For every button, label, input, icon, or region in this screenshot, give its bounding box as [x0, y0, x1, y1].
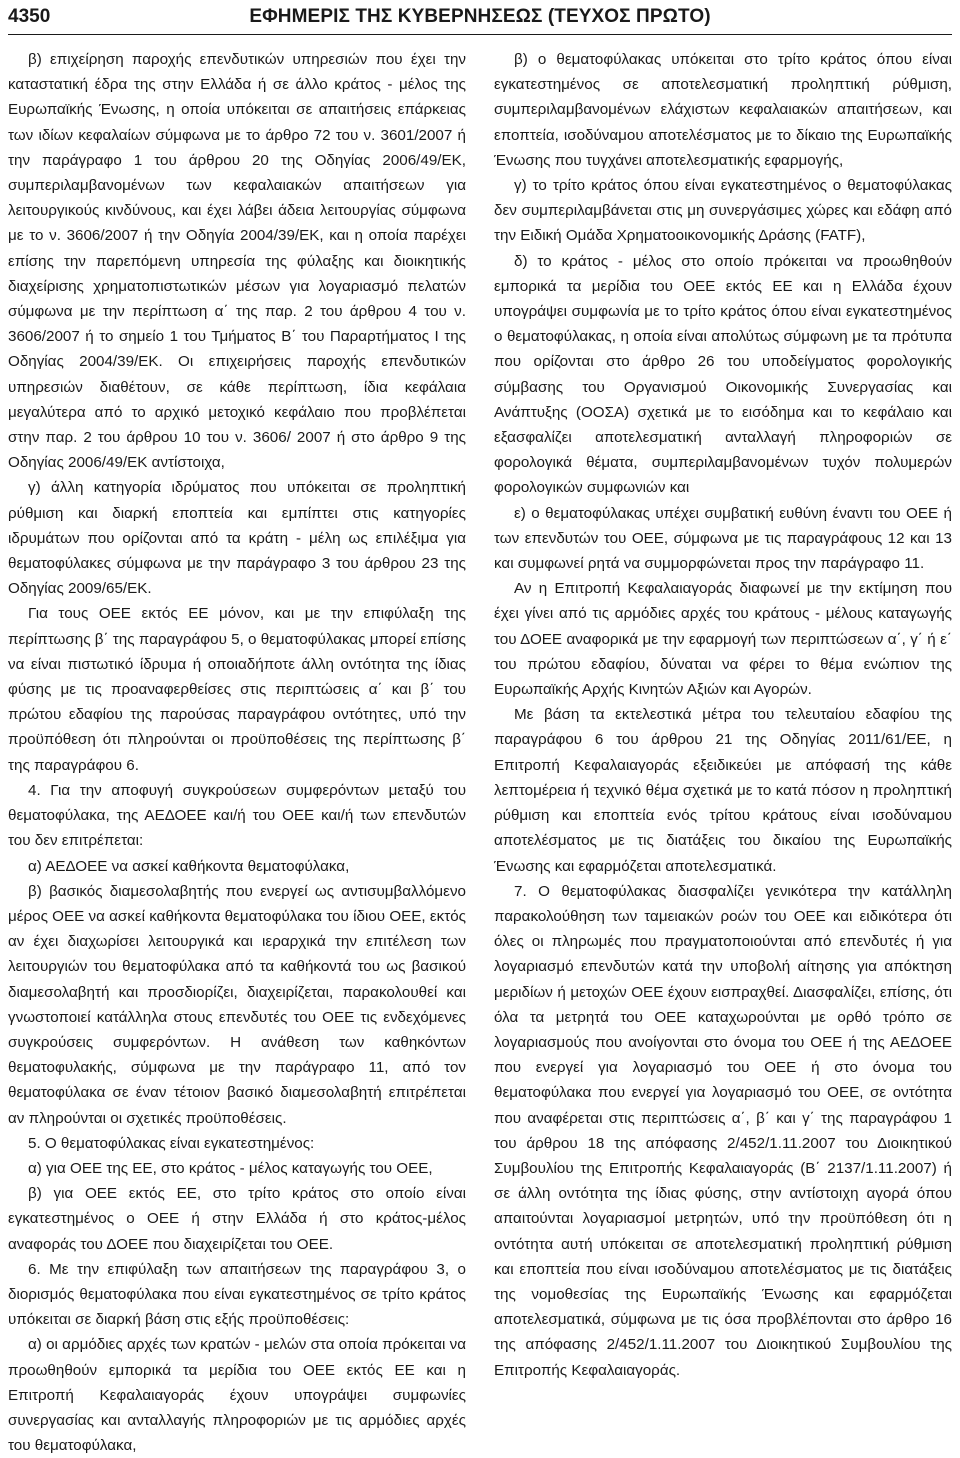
paragraph: 6. Με την επιφύλαξη των απαιτήσεων της παραγράφου 3, ο διορισμός θεματοφύλακα που είναι εγκατεστημένος σε τρίτο κράτος υπόκειται σε διαρκή βάση στις εξής προϋποθέσεις:: [8, 1260, 466, 1329]
paragraph: Για τους ΟΕΕ εκτός ΕΕ μόνον, και με την επιφύλαξη της περίπτωσης β΄ της παραγράφου 5, ο θεματοφύλακας μπορεί επίσης να είναι πιστωτικό ίδρυμα ή οποιαδήποτε άλλη οντότητα της ίδιας φύσης με τις προαναφερθείσες στις περιπτώσεις α΄ και β΄ του πρώτου εδαφίου της παρούσας παραγράφου οντότητες, υπό την προϋπόθεση ότι πληρούνται οι προϋποθέσεις της περίπτωσης β΄ της παραγράφου 6.: [8, 605, 466, 774]
paragraph: β) βασικός διαμεσολαβητής που ενεργεί ως αντισυμβαλλόμενο μέρος ΟΕΕ να ασκεί καθήκοντα θεματοφύλακα του ίδιου ΟΕΕ, εκτός αν έχει διαχωρίσει λειτουργικά και ιεραρχικά την επιτέλεση των λειτουργιών του θεματοφύλακα από τα καθήκοντά του ως βασικού διαμεσολαβητή και προσδιορίζει, διαχειρίζεται, παρακολουθεί και γνωστοποιεί κατάλληλα στους επενδυτές του ΟΕΕ τις ενδεχόμενες συγκρούσεις συμφερόντων. Η ανάθεση των καθηκόντων θεματοφυλακής, σύμφωνα με την παράγραφο 11, από τον θεματοφύλακα σε έναν τέτοιον βασικό διαμεσολαβητή επιτρέπεται αν πληρούνται οι σχετικές προϋποθέσεις.: [8, 882, 466, 1127]
paragraph: 4. Για την αποφυγή συγκρούσεων συμφερόντων μεταξύ του θεματοφύλακα, της ΑΕΔΟΕΕ και/ή του ΟΕΕ και/ή των επενδυτών του δεν επιτρέπεται:: [8, 781, 466, 850]
page-header: [8, 0, 952, 34]
paragraph: 5. Ο θεματοφύλακας είναι εγκατεστημένος:: [28, 1134, 315, 1152]
page-number: 4350: [8, 6, 51, 27]
paragraph: γ) το τρίτο κράτος όπου είναι εγκατεστημένος ο θεματοφύλακας δεν συμπεριλαμβάνεται στις μη συνεργάσιμες χώρες και εδάφη από την Ειδική Ομάδα Χρηματοοικονομικής Δράσης (FATF),: [494, 177, 952, 245]
paragraph: δ) το κράτος - μέλος στο οποίο πρόκειται να προωθηθούν εμπορικά τα μερίδια του ΟΕΕ εκτός ΕΕ και η Ελλάδα έχουν υπογράψει συμφωνία με το τρίτο κράτος όπου είναι εγκατεστημένος ο θεματοφύλακας, η οποία είναι απολύτως σύμφωνη με τα πρότυπα που ορίζονται στο άρθρο 26 του υποδείγματος φορολογικής σύμβασης του Οργανισμού Οικονομικής Συνεργασίας και Ανάπτυξης (ΟΟΣΑ) σχετικά με το εισόδημα και το κεφάλαιο και εξασφαλίζει αποτελεσματική ανταλλαγή πληροφοριών σε φορολογικά θέματα, συμπεριλαμβανομένων τυχόν πολυμερών φορολογικών συμφωνιών και: [494, 252, 952, 497]
paragraph: α) οι αρμόδιες αρχές των κρατών - μελών στα οποία πρόκειται να προωθηθούν εμπορικά τα μερίδια του ΟΕΕ εκτός ΕΕ και η Επιτροπή Κεφαλαιαγοράς έχουν υπογράψει συμφωνίες συνεργασίας και ανταλλαγής πληροφοριών με τις αρμόδιες αρχές του θεματοφύλακα,: [8, 1336, 466, 1455]
gazette-title: ΕΦΗΜΕΡΙΣ ΤΗΣ ΚΥΒΕΡΝΗΣΕΩΣ (ΤΕΥΧΟΣ ΠΡΩΤΟ): [249, 6, 711, 27]
right-column: [494, 47, 952, 1417]
paragraph: α) ΑΕΔΟΕΕ να ασκεί καθήκοντα θεματοφύλακα,: [28, 857, 350, 875]
paragraph: 7. Ο θεματοφύλακας διασφαλίζει γενικότερα την κατάλληλη παρακολούθηση των ταμειακών ροών του ΟΕΕ και ειδικότερα ότι όλες οι πληρωμές που πραγματοποιούνται από επενδυτές ή για λογαριασμό επενδυτών κατά την υποβολή αίτησης για απόκτηση μεριδίων ή μετοχών ΟΕΕ έχουν εισπραχθεί. Διασφαλίζει, επίσης, ότι όλα τα μετρητά του ΟΕΕ καταχωρούνται με ορθό τρόπο σε λογαριασμούς που ανοίγονται στο όνομα του ΟΕΕ ή της ΑΕΔΟΕΕ που ενεργεί για λογαριασμό του ΟΕΕ ή στο όνομα του θεματοφύλακα που ενεργεί για λογαριασμό του ΟΕΕ, σε οντότητα που αναφέρεται στις περιπτώσεις α΄, β΄ και γ΄ της παραγράφου 1 του άρθρου 18 της απόφασης 2/452/1.11.2007 του Διοικητικού Συμβουλίου της Επιτροπής Κεφαλαιαγοράς (Β΄ 2137/1.11.2007) ή σε άλλη οντότητα της ίδιας φύσης, στην αντίστοιχη αγορά όπου απαιτούνται λογαριασμοί μετρητών, υπό την προϋπόθεση ότι η οντότητα αυτή υπόκειται σε αποτελεσματική προληπτική ρύθμιση και εποπτεία που είναι ισοδύναμου αποτελέσματος με τις διατάξεις της νομοθεσίας της Ευρωπαϊκής Ένωσης και εφαρμόζεται αποτελεσματικά, σύμφωνα με τις όσα προβλέπονται στο άρθρο 16 της απόφασης 2/452/1.11.2007 του Διοικητικού Συμβουλίου της Επιτροπής Κεφαλαιαγοράς.: [494, 882, 952, 1379]
paragraph: β) επιχείρηση παροχής επενδυτικών υπηρεσιών που έχει την καταστατική έδρα της στην Ελλάδα ή σε άλλο κράτος - μέλος της Ευρωπαϊκής Ένωσης, η οποία υπόκειται σε απαιτήσεις επάρκειας των ιδίων κεφαλαίων σύμφωνα με το άρθρο 72 του ν. 3601/2007 ή την παράγραφο 1 του άρθρου 20 της Οδηγίας 2006/49/ΕΚ, συμπεριλαμβανομένων των κεφαλαιακών απαιτήσεων για λειτουργικούς κινδύνους, και έχει λάβει άδεια λειτουργίας σύμφωνα με το ν. 3606/2007 ή την Οδηγία 2004/39/ΕΚ, και η οποία παρέχει επίσης την παρεπόμενη υπηρεσία της φύλαξης και διοικητικής διαχείρισης χρηματοπιστωτικών μέσων για λογαριασμό πελατών σύμφωνα με την περίπτωση α΄ της παρ. 2 του άρθρου 4 του ν. 3606/2007 ή το σημείο 1 του Τμήματος Β΄ του Παραρτήματος Ι της Οδηγίας 2004/39/ΕΚ. Οι επιχειρήσεις παροχής επενδυτικών υπηρεσιών διαθέτουν, σε κάθε περίπτωση, ίδια κεφάλαια μεγαλύτερα από το αρχικό μετοχικό κεφάλαιο που προβλέπεται στην παρ. 2 του άρθρου 10 του ν. 3606/ 2007 ή στο άρθρο 9 της Οδηγίας 2006/49/ΕΚ αντίστοιχα,: [8, 51, 466, 472]
header-rule: [8, 34, 952, 35]
paragraph: γ) άλλη κατηγορία ιδρύματος που υπόκειται σε προληπτική ρύθμιση και διαρκή εποπτεία και εμπίπτει στις κατηγορίες ιδρυμάτων που ορίζονται από τα κράτη - μέλη ως επιλέξιμα για θεματοφύλακες σύμφωνα με την παράγραφο 3 του άρθρου 23 της Οδηγίας 2009/65/ΕΚ.: [8, 479, 466, 598]
left-column: [8, 47, 466, 1455]
paragraph: Αν η Επιτροπή Κεφαλαιαγοράς διαφωνεί με την εκτίμηση που έχει γίνει από τις αρμόδιες αρχές του κράτους - μέλους καταγωγής του ΔΟΕΕ αναφορικά με την εφαρμογή των περιπτώσεων α΄, γ΄ ή ε΄ του πρώτου εδαφίου, δύναται να φέρει το θέμα ενώπιον της Ευρωπαϊκής Αρχής Κινητών Αξιών και Αγορών.: [494, 580, 952, 699]
paragraph: ε) ο θεματοφύλακας υπέχει συμβατική ευθύνη έναντι του ΟΕΕ ή των επενδυτών του ΟΕΕ, σύμφωνα με τις παραγράφους 12 και 13 και συμφωνεί ρητά να συμμορφώνεται προς την παράγραφο 11.: [494, 504, 952, 573]
paragraph: β) ο θεματοφύλακας υπόκειται στο τρίτο κράτος όπου είναι εγκατεστημένος σε αποτελεσματική προληπτική ρύθμιση, συμπεριλαμβανομένων ελάχιστων κεφαλαιακών απαιτήσεων, και εποπτεία, ισοδύναμου αποτελέσματος με το δίκαιο της Ευρωπαϊκής Ένωσης που τυγχάνει αποτελεσματικής εφαρμογής,: [494, 51, 952, 169]
paragraph: Με βάση τα εκτελεστικά μέτρα του τελευταίου εδαφίου της παραγράφου 6 του άρθρου 21 της Οδηγίας 2011/61/ΕΕ, η Επιτροπή Κεφαλαιαγοράς εξειδικεύει με απόφασή της κάθε λεπτομέρεια ή τεχνικό θέμα σχετικά με το κατά πόσον η προληπτική ρύθμιση και εποπτεία ενός τρίτου κράτους είναι ισοδύναμου αποτελέσματος με τις διατάξεις του δικαίου της Ευρωπαϊκής Ένωσης και εφαρμόζεται αποτελεσματικά.: [494, 706, 952, 875]
paragraph: α) για ΟΕΕ της ΕΕ, στο κράτος - μέλος καταγωγής του ΟΕΕ,: [28, 1159, 433, 1177]
paragraph: β) για ΟΕΕ εκτός ΕΕ, στο τρίτο κράτος στο οποίο είναι εγκατεστημένος ο ΟΕΕ ή στην Ελλάδα ή στο κράτος-μέλος αναφοράς του ΔΟΕΕ που διαχειρίζεται του ΟΕΕ.: [8, 1185, 466, 1253]
